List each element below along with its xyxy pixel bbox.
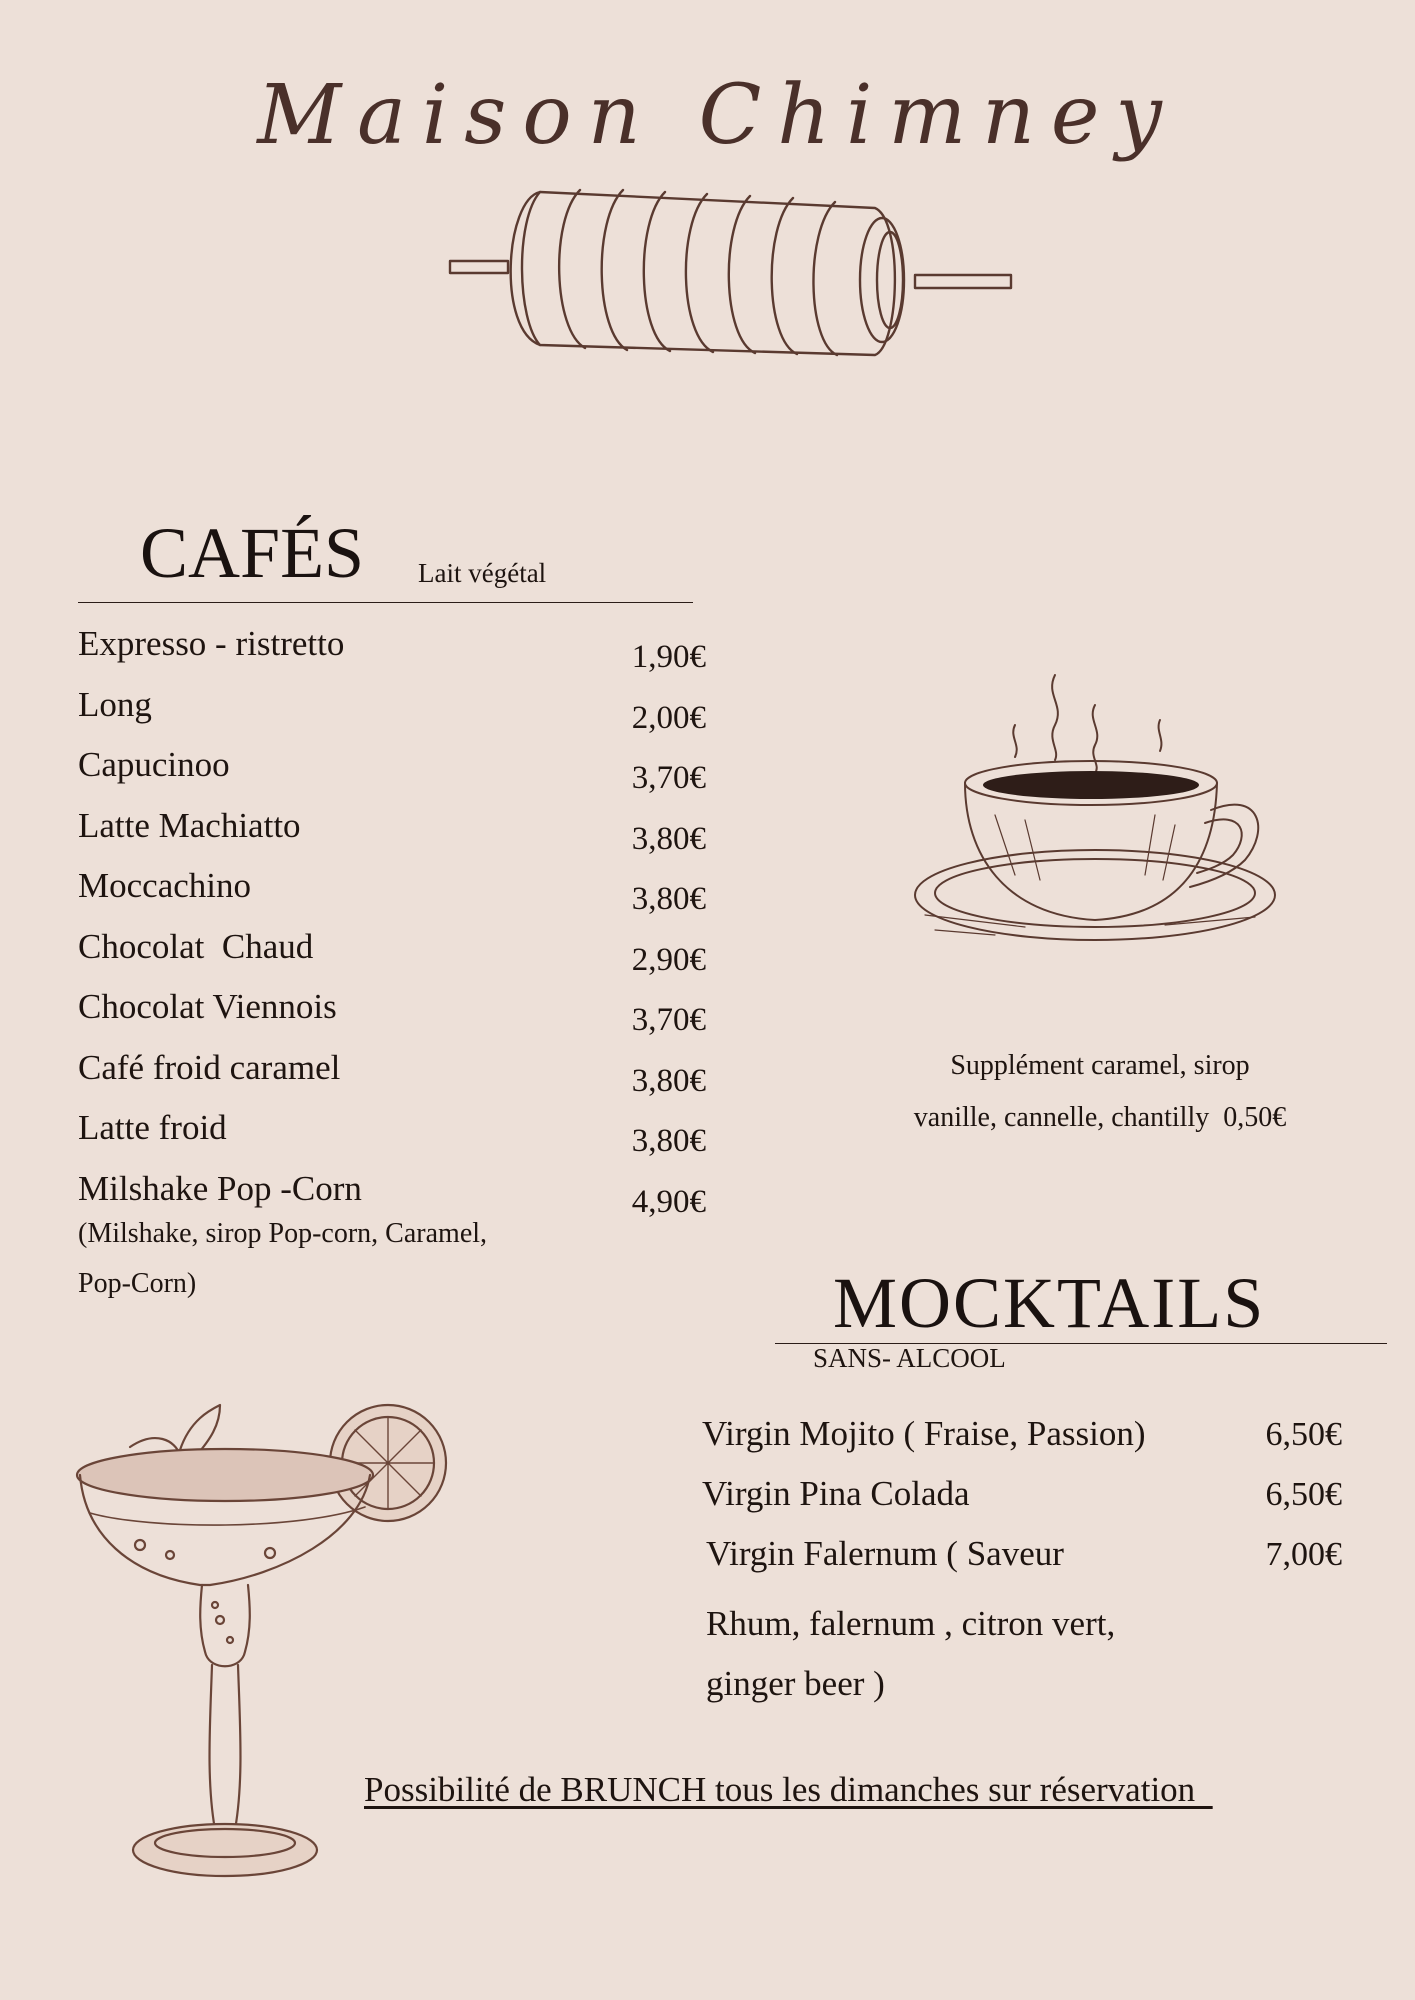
item-name: Milshake Pop -Corn xyxy=(78,1168,362,1208)
item-name: Café froid caramel xyxy=(78,1047,341,1087)
item-price: 3,80€ xyxy=(631,820,706,857)
item-price: 3,80€ xyxy=(631,881,706,917)
item-description: ginger beer ) xyxy=(706,1664,885,1703)
cocktail-glass-icon xyxy=(70,1395,460,1895)
item-price: 3,80€ xyxy=(631,1062,706,1099)
item-price: 1,90€ xyxy=(631,639,706,675)
menu-item xyxy=(78,806,706,867)
chimney-cake-icon xyxy=(445,180,1015,370)
item-price: 3,70€ xyxy=(631,1002,706,1038)
menu-item xyxy=(702,1414,1342,1474)
brand-title: Maison Chimney xyxy=(257,68,1178,163)
menu-item xyxy=(78,987,706,1048)
item-price: 2,90€ xyxy=(631,941,706,978)
item-name: Latte Machiatto xyxy=(78,805,301,845)
item-name: Expresso - ristretto xyxy=(78,624,345,663)
item-description: (Milshake, sirop Pop-corn, Caramel, Pop-Corn) xyxy=(78,1218,488,1299)
item-name: Long xyxy=(78,684,152,724)
cafes-note: Lait végétal xyxy=(418,558,547,588)
item-name: Chocolat Chaud xyxy=(78,926,314,966)
supplement-note xyxy=(855,1040,1345,1144)
item-name: Capucinoo xyxy=(78,745,230,784)
item-name: Chocolat Viennois xyxy=(78,987,337,1026)
menu-item xyxy=(78,866,706,927)
cafes-divider xyxy=(78,602,693,603)
menu-item xyxy=(78,927,706,988)
menu-item xyxy=(702,1474,1342,1534)
menu-item xyxy=(78,685,706,746)
item-price: 4,90€ xyxy=(631,1183,706,1220)
item-price: 2,00€ xyxy=(631,699,706,736)
mocktails-list xyxy=(702,1414,1342,1714)
item-name: Virgin Pina Colada xyxy=(702,1474,970,1513)
cafes-list xyxy=(78,624,706,1309)
item-description: Rhum, falernum , citron vert, xyxy=(706,1604,1116,1643)
menu-item xyxy=(702,1534,1342,1594)
cafes-title: CAFÉS xyxy=(140,513,365,593)
mocktails-title: MOCKTAILS xyxy=(833,1263,1266,1343)
item-name: Moccachino xyxy=(78,866,251,905)
item-name: Latte froid xyxy=(78,1108,227,1147)
brunch-note: Possibilité de BRUNCH tous les dimanches sur réservation xyxy=(364,1770,1213,1809)
menu-item xyxy=(78,1048,706,1109)
menu-item xyxy=(78,624,706,685)
item-price: 3,80€ xyxy=(631,1123,706,1159)
item-price: 6,50€ xyxy=(1265,1416,1342,1453)
coffee-cup-icon xyxy=(905,665,1285,1035)
supplement-line: Supplément caramel, sirop xyxy=(950,1050,1250,1081)
item-price: 6,50€ xyxy=(1265,1476,1342,1513)
menu-item xyxy=(78,1108,706,1169)
item-price: 3,70€ xyxy=(631,760,706,796)
item-name: Virgin Falernum ( Saveur xyxy=(706,1534,1064,1573)
supplement-line: vanille, cannelle, chantilly 0,50€ xyxy=(913,1102,1287,1133)
mocktails-note: SANS- ALCOOL xyxy=(813,1343,1006,1373)
item-price: 7,00€ xyxy=(1265,1536,1342,1573)
item-name: Virgin Mojito ( Fraise, Passion) xyxy=(702,1414,1146,1453)
menu-item xyxy=(78,745,706,806)
